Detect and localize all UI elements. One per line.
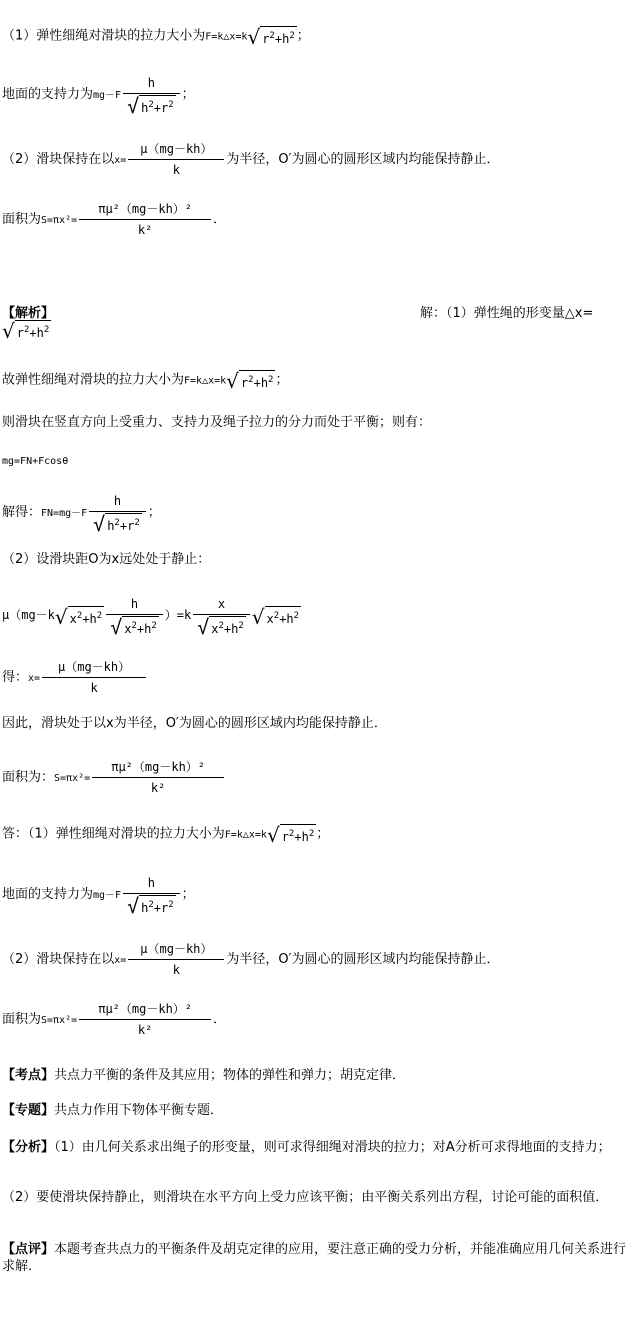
fenxi-block-2: [2, 1189, 628, 1206]
text: 为半径，O′为圆心的圆形区域内均能保持静止．: [226, 952, 500, 967]
analysis-line-7: μ（mg－k √ $x^2+h^2$ h √ $x^2+h^2$ ）=k x √ $x^2+h^2$ √ $x^2+h^2$: [2, 597, 300, 639]
text: （2）滑块保持在以: [2, 952, 115, 967]
formula-text: S=π: [41, 1015, 60, 1026]
text: 为半径，O′为圆心的圆形区域内均能保持静止．: [226, 152, 500, 167]
formula-text: x=: [114, 955, 127, 966]
final-answer-line-2: 地面的支持力为mg－F h √ $h^2+r^2$ ；: [2, 876, 195, 918]
formula-text: S=π: [54, 773, 73, 784]
zhuanti-tag: 【专题】: [2, 1103, 55, 1118]
fraction: $\frac{\mu(mg-kh)}{k}$: [128, 140, 224, 179]
fraction: $\frac{\mu(mg-kh)}{k}$: [128, 940, 224, 979]
text: 答：（1）弹性细绳对滑块的拉力大小为: [2, 826, 225, 842]
analysis-line-8: [2, 658, 148, 697]
formula-text: x=: [28, 673, 41, 684]
text: ；: [181, 87, 195, 102]
formula-text: x²=: [72, 773, 91, 784]
formula-text: ）=k: [164, 608, 192, 622]
formula-text: mg－F: [93, 890, 122, 901]
text: （1）弹性细绳对滑块的拉力大小为: [2, 28, 206, 44]
text: 则滑块在竖直方向上受重力、支持力及绳子拉力的分力而处于平衡；则有：: [2, 415, 432, 430]
fraction: x √ $x^2+h^2$: [193, 595, 250, 636]
text: 面积为：: [2, 770, 55, 785]
formula-text: S=π: [41, 215, 60, 226]
text: ；: [296, 28, 310, 44]
fraction: $\frac{\text{πμ²（mg－kh）²}}{\text{k²}}$: [79, 200, 211, 239]
answer-line-2: [2, 74, 195, 118]
kaodian-text: 共点力平衡的条件及其应用；物体的弹性和弹力；胡克定律．: [54, 1068, 406, 1083]
analysis-line-9: [2, 715, 387, 733]
formula-text: mg=FN+Fcosθ: [2, 456, 69, 467]
analysis-line-5: 解得：FN=mg－F h √ $h^2+r^2$ ；: [2, 494, 161, 536]
answer-line-1: [2, 26, 310, 47]
fraction: $\frac{\mu(mg-kh)}{k}$: [42, 658, 146, 697]
dianping-tag: 【点评】: [2, 1242, 55, 1257]
fraction: $\frac{\text{πμ²（mg－kh）²}}{\text{k²}}$: [92, 758, 224, 797]
text: 地面的支持力为: [2, 87, 94, 102]
formula-text: μ（mg－k: [2, 608, 55, 622]
text: （2）滑块保持在以: [2, 152, 115, 167]
answer-line-3: [2, 140, 500, 179]
text: 解：（1）弹性绳的形变量△x=: [420, 306, 594, 321]
sqrt-r2-h2: √ $r^2+h^2$: [247, 25, 295, 49]
zhuanti-line: [2, 1102, 223, 1120]
kaodian-tag: 【考点】: [2, 1068, 55, 1083]
dianping-text: 本题考查共点力的平衡条件及胡克定律的应用，要注意正确的受力分析，并能准确应用几何关系进行求解．: [2, 1242, 627, 1274]
text: 面积为: [2, 212, 42, 227]
analysis-line-4: [2, 453, 68, 471]
analysis-sqrt: √ $r^2+h^2$: [2, 319, 50, 343]
formula-text: x²=: [59, 1015, 78, 1026]
fenxi-block: [2, 1139, 628, 1156]
fenxi-tag: 【分析】: [2, 1140, 55, 1155]
dianping-block: [2, 1241, 628, 1275]
formula-text: F=k△x=k: [184, 375, 227, 387]
analysis-line-3: [2, 414, 431, 432]
text: ．: [213, 212, 227, 227]
fenxi-text-1: （1）由几何关系求出绳子的形变量，则可求得细绳对滑块的拉力；对A分析可求得地面的支持力；: [54, 1140, 611, 1155]
text: 因此，滑块处于以x为半径，O′为圆心的圆形区域内均能保持静止．: [2, 716, 387, 731]
text: 面积为: [2, 1012, 42, 1027]
formula-text: F=k△x=k: [205, 31, 248, 43]
analysis-right: [420, 305, 593, 323]
fraction: h √ $h^2+r^2$: [123, 74, 180, 115]
text: 地面的支持力为: [2, 887, 94, 902]
formula-text: x²=: [59, 215, 78, 226]
final-answer-line-4: [2, 1000, 226, 1039]
analysis-tag: 【解析】: [2, 306, 55, 321]
answer-line-4: [2, 200, 226, 239]
text: （2）设滑块距O为x远处处于静止：: [2, 552, 211, 567]
formula-text: mg－F: [93, 90, 122, 101]
text: 得：: [2, 670, 29, 685]
text: 解得：: [2, 505, 42, 520]
final-answer-line-1: 答：（1）弹性细绳对滑块的拉力大小为F=k△x=k √ $r^2+h^2$ ；: [2, 823, 330, 847]
fenxi-text-2: （2）要使滑块保持静止，则滑块在水平方向上受力应该平衡；由平衡关系列出方程，讨论可能的面积值．: [2, 1190, 609, 1205]
formula-text: F=k△x=k: [224, 829, 267, 841]
formula-text: FN=mg－F: [41, 508, 88, 519]
analysis-line-10: [2, 758, 226, 797]
fraction: h √ $h^2+r^2$: [123, 874, 180, 915]
final-answer-line-3: [2, 940, 500, 979]
formula-text: x=: [114, 155, 127, 166]
analysis-line-6: [2, 551, 210, 569]
text: ．: [213, 1012, 227, 1027]
fraction: h √ $x^2+h^2$: [106, 595, 163, 636]
fraction: $\frac{\text{πμ²（mg－kh）²}}{\text{k²}}$: [79, 1000, 211, 1039]
zhuanti-text: 共点力作用下物体平衡专题．: [54, 1103, 224, 1118]
analysis-line-2: 故弹性细绳对滑块的拉力大小为F=k△x=k √ $r^2+h^2$ ；: [2, 369, 289, 393]
text: 故弹性细绳对滑块的拉力大小为: [2, 372, 185, 388]
kaodian-line: [2, 1067, 405, 1085]
fraction: h √ $h^2+r^2$: [89, 492, 146, 533]
